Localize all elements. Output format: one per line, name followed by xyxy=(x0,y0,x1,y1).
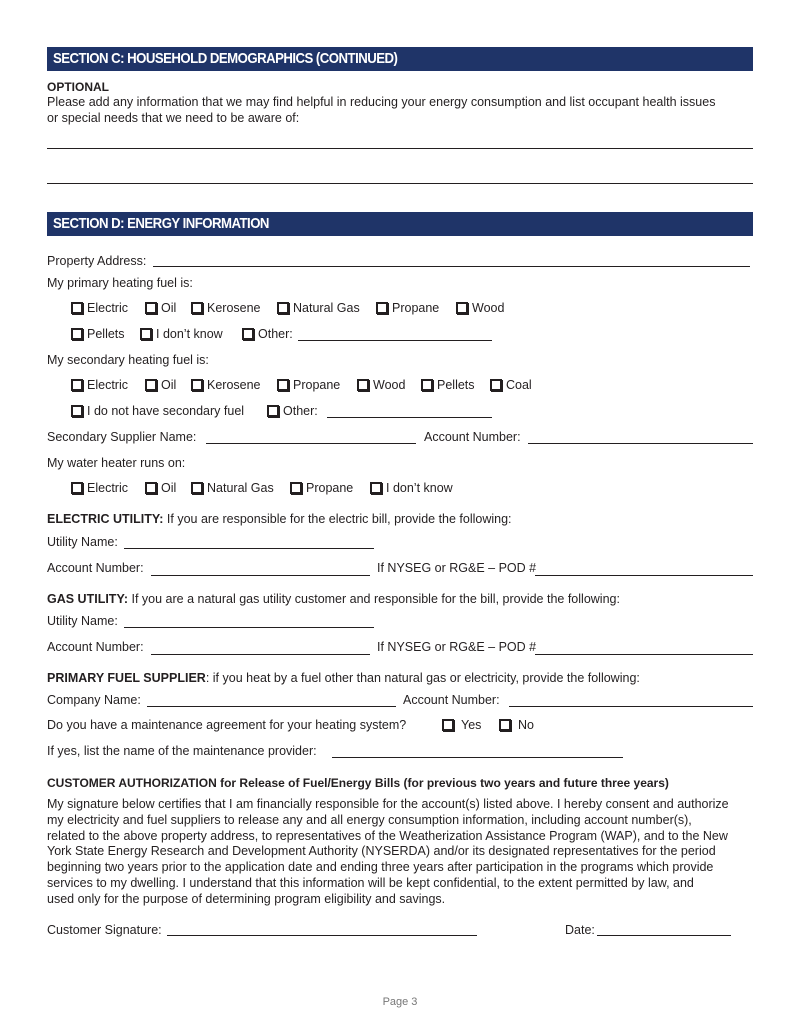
water-propane-label: Propane xyxy=(306,481,354,495)
secondary-none-label: I do not have secondary fuel xyxy=(87,404,245,418)
secondary-none-checkbox[interactable] xyxy=(71,405,83,417)
gas-utility-name-label: Utility Name: xyxy=(47,614,118,628)
primary-dont-know-label: I don’t know xyxy=(156,327,223,341)
primary-other-checkbox[interactable] xyxy=(242,328,254,340)
supplier-account-field[interactable] xyxy=(509,706,753,707)
secondary-kerosene-checkbox[interactable] xyxy=(191,379,203,391)
secondary-oil-checkbox[interactable] xyxy=(145,379,157,391)
primary-kerosene-checkbox[interactable] xyxy=(191,302,203,314)
date-label: Date: xyxy=(565,923,595,937)
signature-label: Customer Signature: xyxy=(47,923,162,937)
optional-label: OPTIONAL xyxy=(47,80,109,94)
water-electric-label: Electric xyxy=(87,481,128,495)
optional-answer-line-2[interactable] xyxy=(47,183,753,184)
primary-propane-checkbox[interactable] xyxy=(376,302,388,314)
secondary-other-label: Other: xyxy=(283,404,318,418)
electric-account-label: Account Number: xyxy=(47,561,144,575)
signature-field[interactable] xyxy=(167,935,477,936)
secondary-fuel-label: My secondary heating fuel is: xyxy=(47,353,209,367)
company-name-label: Company Name: xyxy=(47,693,141,707)
authorization-line: My signature below certifies that I am financially responsible for the account(s) listed above. I hereby consent and authorize xyxy=(47,797,729,811)
secondary-oil-label: Oil xyxy=(161,378,177,392)
electric-pod-label: If NYSEG or RG&E – POD # xyxy=(377,561,537,575)
primary-natural-gas-label: Natural Gas xyxy=(293,301,360,315)
water-dont-know-label: I don’t know xyxy=(386,481,453,495)
fuel-supplier-heading-bold: PRIMARY FUEL SUPPLIER xyxy=(47,671,206,685)
authorization-line: used only for the purpose of determining program eligibility and savings. xyxy=(47,891,446,906)
primary-electric-checkbox[interactable] xyxy=(71,302,83,314)
primary-wood-label: Wood xyxy=(472,301,505,315)
maintenance-provider-label: If yes, list the name of the maintenance provider: xyxy=(47,744,317,758)
electric-utility-name-field[interactable] xyxy=(124,548,374,549)
secondary-account-field[interactable] xyxy=(528,443,753,444)
primary-fuel-label: My primary heating fuel is: xyxy=(47,276,193,290)
water-oil-checkbox[interactable] xyxy=(145,482,157,494)
secondary-other-checkbox[interactable] xyxy=(267,405,279,417)
secondary-other-field[interactable] xyxy=(327,417,492,418)
electric-utility-heading-text: If you are responsible for the electric bill, provide the following: xyxy=(163,512,512,526)
secondary-kerosene-label: Kerosene xyxy=(207,378,261,392)
maintenance-no-label: No xyxy=(518,718,534,732)
gas-account-label: Account Number: xyxy=(47,640,144,654)
authorization-heading: CUSTOMER AUTHORIZATION for Release of Fuel/Energy Bills (for previous two years and future three years) xyxy=(47,776,669,790)
section-c-title: SECTION C: HOUSEHOLD DEMOGRAPHICS (CONTINUED) xyxy=(53,50,398,67)
gas-pod-label: If NYSEG or RG&E – POD # xyxy=(377,640,537,654)
primary-oil-label: Oil xyxy=(161,301,177,315)
property-address-field[interactable] xyxy=(153,266,750,267)
secondary-pellets-checkbox[interactable] xyxy=(421,379,433,391)
primary-propane-label: Propane xyxy=(392,301,440,315)
secondary-supplier-label: Secondary Supplier Name: xyxy=(47,430,197,444)
maintenance-no-checkbox[interactable] xyxy=(499,719,511,731)
gas-account-field[interactable] xyxy=(151,654,370,655)
primary-natural-gas-checkbox[interactable] xyxy=(277,302,289,314)
authorization-line: related to the above property address, to representatives of the Weatherization Assistance Program (WAP), and to the New xyxy=(47,828,728,843)
secondary-electric-label: Electric xyxy=(87,378,128,392)
section-c-header xyxy=(47,47,753,71)
electric-account-field[interactable] xyxy=(151,575,370,576)
secondary-propane-checkbox[interactable] xyxy=(277,379,289,391)
property-address-label: Property Address: xyxy=(47,254,147,268)
authorization-line: York State Energy Research and Development Authority (NYSERDA) and/or its designated representatives for the period xyxy=(47,844,716,859)
fuel-supplier-heading-text: : if you heat by a fuel other than natural gas or electricity, provide the following: xyxy=(205,671,640,685)
primary-other-field[interactable] xyxy=(298,340,492,341)
secondary-coal-label: Coal xyxy=(506,378,532,392)
optional-text-line2: or special needs that we need to be aware of: xyxy=(47,111,300,125)
electric-utility-heading-bold: ELECTRIC UTILITY: xyxy=(47,512,164,526)
gas-pod-field[interactable] xyxy=(535,654,753,655)
primary-other-label: Other: xyxy=(258,327,293,341)
secondary-supplier-field[interactable] xyxy=(206,443,416,444)
gas-utility-heading-text: If you are a natural gas utility customer and responsible for the bill, provide the following: xyxy=(128,592,620,606)
primary-wood-checkbox[interactable] xyxy=(456,302,468,314)
primary-electric-label: Electric xyxy=(87,301,128,315)
gas-utility-heading-bold: GAS UTILITY: xyxy=(47,592,129,606)
section-d-title: SECTION D: ENERGY INFORMATION xyxy=(53,215,269,232)
gas-utility-heading xyxy=(47,592,620,606)
authorization-paragraph xyxy=(47,797,757,908)
secondary-wood-label: Wood xyxy=(373,378,406,392)
water-heater-label: My water heater runs on: xyxy=(47,456,186,470)
water-dont-know-checkbox[interactable] xyxy=(370,482,382,494)
company-name-field[interactable] xyxy=(147,706,396,707)
secondary-propane-label: Propane xyxy=(293,378,341,392)
fuel-supplier-heading xyxy=(47,671,640,685)
optional-answer-line-1[interactable] xyxy=(47,148,753,149)
authorization-line: beginning two years prior to the application date and ending three years after participation in the programs which provide xyxy=(47,860,714,875)
primary-oil-checkbox[interactable] xyxy=(145,302,157,314)
maintenance-yes-checkbox[interactable] xyxy=(442,719,454,731)
supplier-account-label: Account Number: xyxy=(403,693,500,707)
water-propane-checkbox[interactable] xyxy=(290,482,302,494)
secondary-account-label: Account Number: xyxy=(424,430,521,444)
water-natural-gas-label: Natural Gas xyxy=(207,481,274,495)
date-field[interactable] xyxy=(597,935,731,936)
primary-pellets-checkbox[interactable] xyxy=(71,328,83,340)
authorization-line: my electricity and fuel suppliers to release any and all energy consumption information, including account number(s), xyxy=(47,812,692,827)
secondary-pellets-label: Pellets xyxy=(437,378,475,392)
electric-pod-field[interactable] xyxy=(535,575,753,576)
secondary-electric-checkbox[interactable] xyxy=(71,379,83,391)
primary-kerosene-label: Kerosene xyxy=(207,301,261,315)
primary-dont-know-checkbox[interactable] xyxy=(140,328,152,340)
maintenance-question: Do you have a maintenance agreement for your heating system? xyxy=(47,718,407,732)
water-electric-checkbox[interactable] xyxy=(71,482,83,494)
electric-utility-name-label: Utility Name: xyxy=(47,535,118,549)
page-number: Page 3 xyxy=(382,996,418,1008)
secondary-wood-checkbox[interactable] xyxy=(357,379,369,391)
primary-pellets-label: Pellets xyxy=(87,327,125,341)
optional-text-line1: Please add any information that we may find helpful in reducing your energy consumption and list occupant health issues xyxy=(47,95,716,109)
gas-utility-name-field[interactable] xyxy=(124,627,374,628)
water-natural-gas-checkbox[interactable] xyxy=(191,482,203,494)
secondary-coal-checkbox[interactable] xyxy=(490,379,502,391)
authorization-line: services to my dwelling. I understand that this information will be kept confidential, to the extent permitted by law, and xyxy=(47,875,694,890)
water-oil-label: Oil xyxy=(161,481,177,495)
maintenance-provider-field[interactable] xyxy=(332,757,623,758)
electric-utility-heading xyxy=(47,512,512,526)
section-d-header xyxy=(47,212,753,236)
maintenance-yes-label: Yes xyxy=(461,718,482,732)
